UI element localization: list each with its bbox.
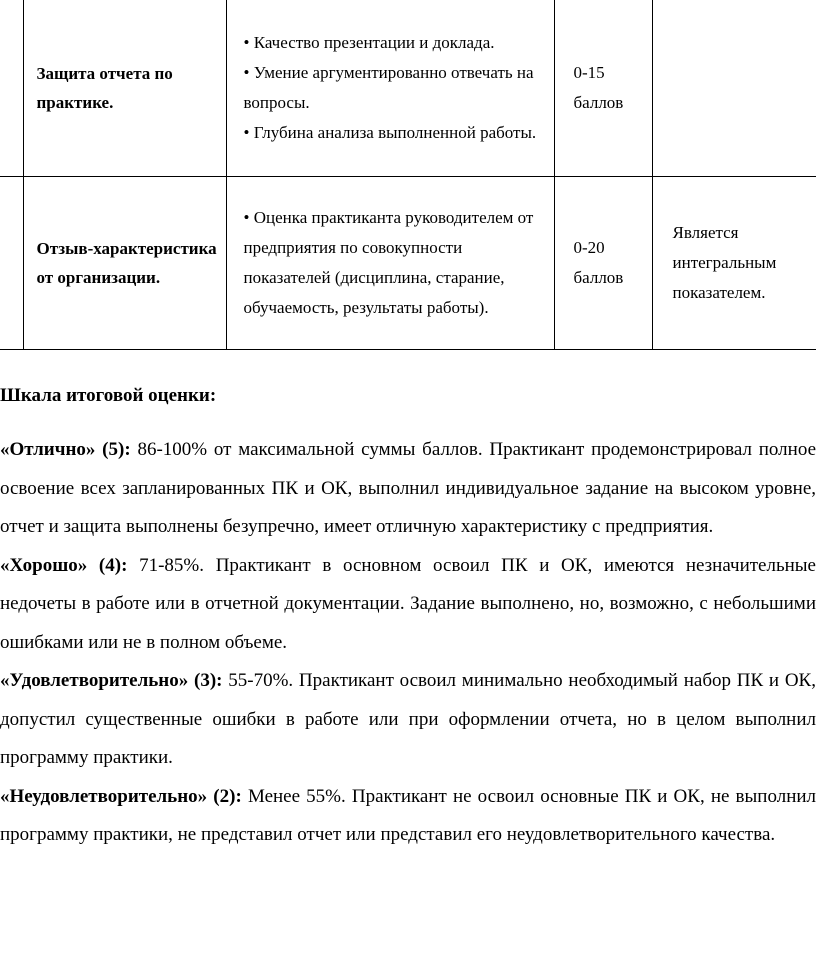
list-item: • Умение аргументированно отвечать на вопросы.	[243, 63, 534, 112]
grade-satisfactory	[0, 662, 816, 778]
table-row	[0, 0, 816, 177]
criterion-items-cell	[226, 0, 554, 177]
criterion-note-cell	[652, 177, 816, 350]
criterion-items-cell	[226, 177, 554, 350]
criterion-name-cell	[23, 0, 226, 177]
grade-label: «Удовлетворительно» (3):	[0, 670, 223, 691]
criterion-note: Является интегральным показателем.	[672, 223, 777, 302]
table-row	[0, 177, 816, 350]
criterion-items	[227, 203, 554, 323]
grade-text: 71-85%. Практикант в основном освоил ПК и ОК, имеются незначительные недочеты в работе или в отчетной документации. Задание выполнено, но, возможно, с небольшими ошибками или не в полном объеме.	[0, 554, 816, 653]
grade-text: 86-100% от максимальной суммы баллов. Практикант продемонстрировал полное освоение всех запланированных ПК и ОК, выполнил индивидуальное задание на высоком уровне, отчет и защита выполнены безупречно, имеет отличную характеристику с предприятия.	[0, 439, 816, 537]
grade-text: Менее 55%. Практикант не освоил основные ПК и ОК, не выполнил программу практики, не представил отчет или представил его неудовлетворительного качества.	[0, 785, 816, 845]
criteria-table	[0, 0, 816, 350]
grade-good	[0, 547, 816, 663]
grade-label: «Отлично» (5):	[0, 439, 131, 460]
criterion-name-cell	[23, 177, 226, 350]
grade-label: «Хорошо» (4):	[0, 554, 128, 576]
row-number-cell	[0, 0, 23, 177]
criterion-points-cell	[554, 177, 652, 350]
list-item: • Оценка практиканта руководителем от предприятия по совокупности показателей (дисциплина, старание, обучаемость, результаты работы).	[243, 208, 534, 317]
criterion-points: 0-15 баллов	[573, 63, 624, 112]
grading-scale	[0, 377, 816, 855]
grade-text: 55-70%. Практикант освоил минимально необходимый набор ПК и ОК, допустил существенные ошибки в работе или при оформлении отчета, но в целом выполнил программу практики.	[0, 670, 816, 768]
grade-excellent	[0, 431, 816, 547]
grade-label: «Неудовлетворительно» (2):	[0, 785, 242, 807]
criterion-name: Отзыв-характеристика от организации.	[36, 239, 217, 287]
criterion-points-cell	[554, 0, 652, 177]
list-item: • Качество презентации и доклада.	[243, 33, 495, 52]
criterion-items	[227, 28, 554, 148]
list-item: • Глубина анализа выполненной работы.	[243, 123, 537, 142]
scale-title: Шкала итоговой оценки:	[0, 385, 217, 406]
criterion-points: 0-20 баллов	[573, 238, 624, 287]
criterion-note-cell	[652, 0, 816, 177]
row-number-cell	[0, 177, 23, 350]
criterion-name: Защита отчета по практике.	[36, 64, 173, 112]
grade-unsatisfactory	[0, 778, 816, 855]
